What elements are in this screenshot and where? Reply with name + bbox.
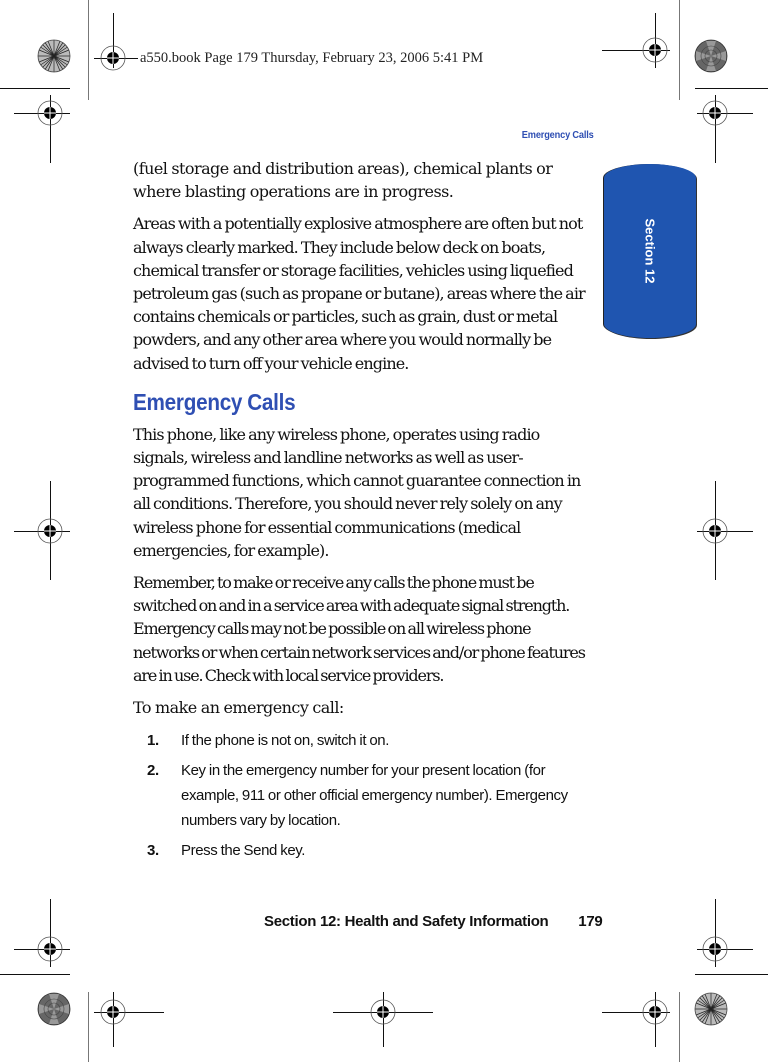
body-paragraph: This phone, like any wireless phone, operates using radio signals, wireless and landline networks as well as user-programmed functions, which cannot guarantee connection in all conditions. Therefore, you should never rely solely on any wireless phone for essential communications (medical emergencies, for example). [133, 424, 581, 560]
registration-mark-icon [370, 999, 396, 1025]
registration-mark-icon [642, 37, 668, 63]
section-tab-label: Section 12 [642, 218, 658, 284]
crop-line [679, 0, 680, 100]
registration-mark-icon [702, 518, 728, 544]
footer-section-title: Section 12: Health and Safety Information [264, 913, 549, 930]
registration-mark-icon [37, 936, 63, 962]
page-number: 179 [578, 913, 603, 930]
page-content [133, 157, 593, 868]
section-heading: Emergency Calls [133, 388, 296, 415]
crop-line [695, 974, 768, 975]
step-item [147, 728, 593, 753]
registration-mark-icon [702, 936, 728, 962]
registration-mark-icon [100, 999, 126, 1025]
step-item [147, 758, 593, 833]
starburst-mark-icon [37, 992, 71, 1026]
print-slug: a550.book Page 179 Thursday, February 23, 2006 5:41 PM [140, 50, 484, 66]
crop-line [88, 0, 89, 100]
running-head: Emergency Calls [522, 129, 594, 141]
body-paragraph: (fuel storage and distribution areas), chemical plants or where blasting operations are in progress. [133, 159, 553, 202]
body-paragraph: Remember, to make or receive any calls the phone must be switched on and in a service area with adequate signal strength. Emergency calls may not be possible on all wireless phone networks or when certain network services and/or phone features are in use. Check with local service providers. [133, 573, 585, 685]
crop-line [695, 88, 768, 89]
steps-list [133, 728, 593, 863]
body-paragraph: Areas with a potentially explosive atmosphere are often but not always clearly marked. They include below deck on boats, chemical transfer or storage facilities, vehicles using liquefied petroleum gas (such as propane or butane), areas where the air contains chemicals or particles, such as grain, dust or metal powders, and any other area where you would normally be advised to turn off your vehicle engine. [133, 214, 585, 373]
page-footer [264, 913, 602, 930]
registration-mark-icon [37, 100, 63, 126]
registration-mark-icon [100, 45, 126, 71]
step-text: Press the Send key. [181, 842, 306, 860]
crop-line [0, 974, 70, 975]
step-number: 2. [147, 762, 159, 780]
step-number: 1. [147, 732, 159, 750]
registration-mark-icon [37, 518, 63, 544]
section-tab [604, 164, 696, 338]
crop-line [679, 992, 680, 1062]
step-item [147, 838, 593, 863]
starburst-mark-icon [694, 992, 728, 1026]
starburst-mark-icon [37, 39, 71, 73]
registration-mark-icon [702, 100, 728, 126]
registration-mark-icon [642, 999, 668, 1025]
starburst-mark-icon [694, 39, 728, 73]
step-number: 3. [147, 842, 159, 860]
step-text: If the phone is not on, switch it on. [181, 732, 390, 750]
crop-line [88, 992, 89, 1062]
body-paragraph: To make an emergency call: [133, 698, 344, 718]
step-text: Key in the emergency number for your present location (for example, 911 or other official emergency number). Emergency numbers vary by location. [181, 762, 568, 830]
crop-line [0, 88, 70, 89]
